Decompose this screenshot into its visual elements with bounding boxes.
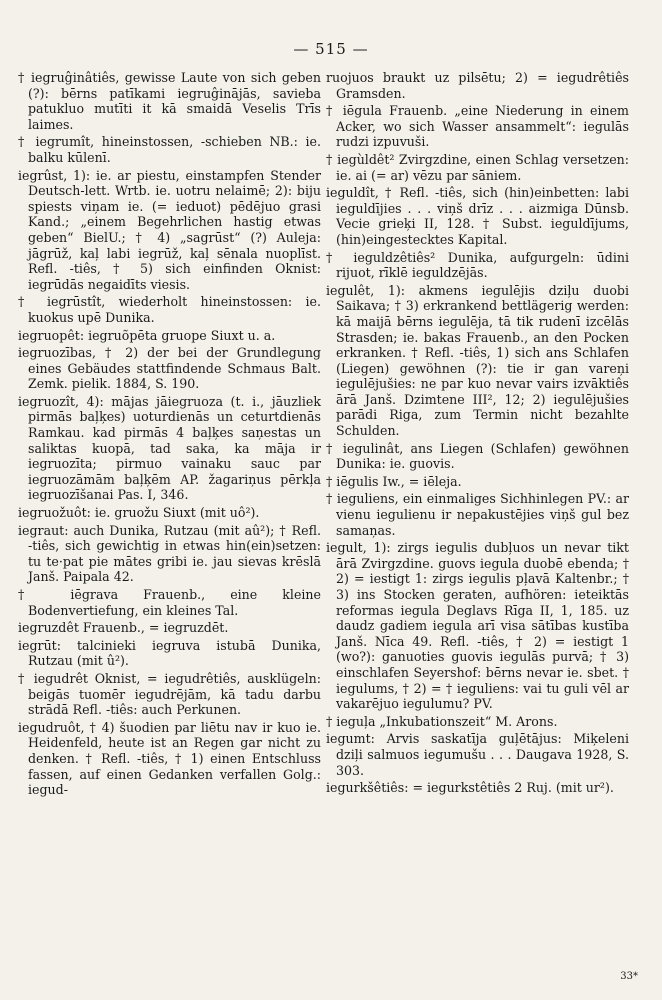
entry-iegrumit: † iegrumît, hineinstossen, -schieben NB.: ie. balku kūlenī. (18, 134, 321, 165)
entry-ieguet: iegulêt, 1): akmens iegulējis dziļu duobi Saikava; † 3) erkrankend bettlägerig werden: kā maijā bērns iegulēja, tā tik rudenī izcēlās Strasden; ie. bakas Frauenb., an den Pocken erkranken. † Refl. -tiês, 1) sich ans Schlafen (Liegen) gewöhnen (?): tie ir gan vareņi iegulējušies: ne par kuo nevar vairs izvāktiês ārā Janš. Dzimtene III², 12; 2) iegulējušies parādi Riga, zum Termin nicht bezahlte Schulden. (326, 282, 629, 439)
entry-iegruginaties: † iegruĝinâtiês, gewisse Laute von sich geben (?): bērns patīkami iegruĝinājās, savieba patukluo mutīti it kā smaidā Veselis Trīs laimes. (18, 70, 321, 132)
signature-mark: 33* (620, 971, 638, 982)
entry-iegruozit: iegruozît, 4): mājas jāiegruoza (t. i., jāuzliek pirmās baļķes) uoturdienās un ceturtdienās Ramkau. kad pirmās 4 baļķes saņestas un saliktas kuopā, tad saka, ka māja ir iegruozīta; pirmuo vainaku sauc par iegruozāmām baļķēm AP. žagariņus pērkļa iegruozīšanai Pas. I, 346. (18, 393, 321, 503)
entry-iegrust: iegrûst, 1): ie. ar piestu, einstampfen Stender Deutsch-lett. Wrtb. ie. uotru nelaimē; 2): biju spiests viņam ie. (= ieduot) pēdējuo grasi Kand.; „einem Begehrlichen hastig etwas geben“ BielU.; † 4) „sagrūst“ (?) Auleja: jāgrūž, kaļ labi iegrūž, kaļ sēnala nuoplīst. Refl. -tiês, † 5) sich einfinden Oknist: iegrūdās negaidīts viesis. (18, 167, 321, 292)
entry-iegula-inkubation: † ieguļa „Inkubationszeit“ M. Arons. (326, 713, 558, 729)
entry-iegurksetiess: iegurkšêtiês: = iegurkstêtiês 2 Ruj. (mit ur²). (326, 780, 614, 796)
entry-ieguldit: ieguldît, † Refl. -tiês, sich (hin)einbetten: labi ieguldījies . . . viņš drīz . . . aizmiga Dūnsb. Vecie grieķi II, 128. † Subst. ieguldījums, (hin)eingestecktes Kapital. (326, 185, 629, 247)
entry-iegult: iegult, 1): zirgs iegulis dubļuos un nevar tikt ārā Zvirgzdine. guovs iegula duobē ebenda; † 2) = iestigt 1: zirgs iegulis pļavā Kaltenbr.; † 3) ins Stocken geraten, aufhören: ieteiktās reformas iegula Deglavs Rīga II, 1, 185. uz daudz gadiem iegula arī visa sātības kustība Janš. Nīca 49. Refl. -tiês, † 2) = iestigt 1 (wo?): ganuoties guovis iegulās purvā; † 3) einschlafen Seyershof: bērns nevar ie. sbet. † iegulums, † 2) = † ieguliens: vai tu guli vēl ar vakarējuo iegulumu? PV. (326, 540, 629, 712)
entry-ieguldzeties: † ieguldzêtiês² Dunika, aufgurgeln: ūdini rijuot, rīklē ieguldzējās. (326, 249, 629, 281)
entry-iegulis: † iēgulis Iw., = iēleja. (326, 473, 462, 489)
entry-iegumt: iegumt: Arvis saskatīja guļētājus: Miķeleni dziļi salmuos iegumušu . . . Daugava 1928, S. 303. (326, 731, 629, 778)
entry-iegulinat: † iegulinât, ans Liegen (Schlafen) gewöhnen Dunika: ie. guovis. (326, 440, 629, 472)
entry-iegrut: iegrūt: talcinieki iegruva istubā Dunika, Rutzau (mit û²). (18, 637, 321, 669)
entry-iegudret: † iegudrêt Oknist, = iegudrêtiês, ausklügeln: beigās tuomēr iegudrējām, kā tadu darbu strādā Refl. -tiês: auch Perkunen. (18, 670, 321, 718)
entry-iegrava: † iēgrava Frauenb., eine kleine Bodenvertiefung, ein kleines Tal. (18, 587, 321, 618)
entry-iegruozuot: iegruožuôt: ie. gruožu Siuxt (mit uô²). (18, 505, 260, 521)
entry-iegrustit: † iegrūstît, wiederholt hineinstossen: ie. kuokus upē Dunika. (18, 294, 321, 325)
entry-iegudruot: iegudruôt, † 4) šuodien par liētu nav ir kuo ie. Heidenfeld, heute ist an Regen gar nicht zu denken. † Refl. -tiês, † 1) einen Entschluss fassen, auf einen Gedanken verfallen Golg.: iegud- (18, 719, 321, 798)
entry-iegraut: iegraut: auch Dunika, Rutzau (mit aû²); † Refl. -tiês, sich gewichtig in etwas hin(ein)setzen: tu te·pat pie mātes gribi ie. jau sievas krēslā Janš. Paipala 42. (18, 522, 321, 585)
entry-iegultdet: † iegùldêt² Zvirgzdine, einen Schlag versetzen: ie. ai (= ar) vēzu par sāniem. (326, 151, 629, 183)
entry-ieguliens: † ieguliens, ein einmaliges Sichhinlegen PV.: ar vienu iegulienu ir nepakustējies viņš gul bez samaņas. (326, 491, 629, 538)
entry-iegruozibas: iegruozības, † 2) der bei der Grundlegung eines Gebäudes stattfindende Schmaus Balt. Zemk. pielik. 1884, S. 190. (18, 345, 321, 392)
entry-iegruopet: iegruopêt: iegruõpēta gruope Siuxt u. a. (18, 327, 276, 343)
right-column (326, 70, 629, 798)
entry-iegula: † iēgula Frauenb. „eine Niederung in einem Acker, wo sich Wasser ansammelt“: iegulās rudzi izpuvuši. (326, 103, 629, 150)
left-column (18, 70, 321, 800)
page-number: — 515 — (293, 40, 369, 58)
entry-continuation: ruojuos braukt uz pilsētu; 2) = iegudrêtiês Gramsden. (326, 70, 629, 101)
entry-iegruzdet: iegruzdêt Frauenb., = iegruzdēt. (18, 620, 229, 636)
